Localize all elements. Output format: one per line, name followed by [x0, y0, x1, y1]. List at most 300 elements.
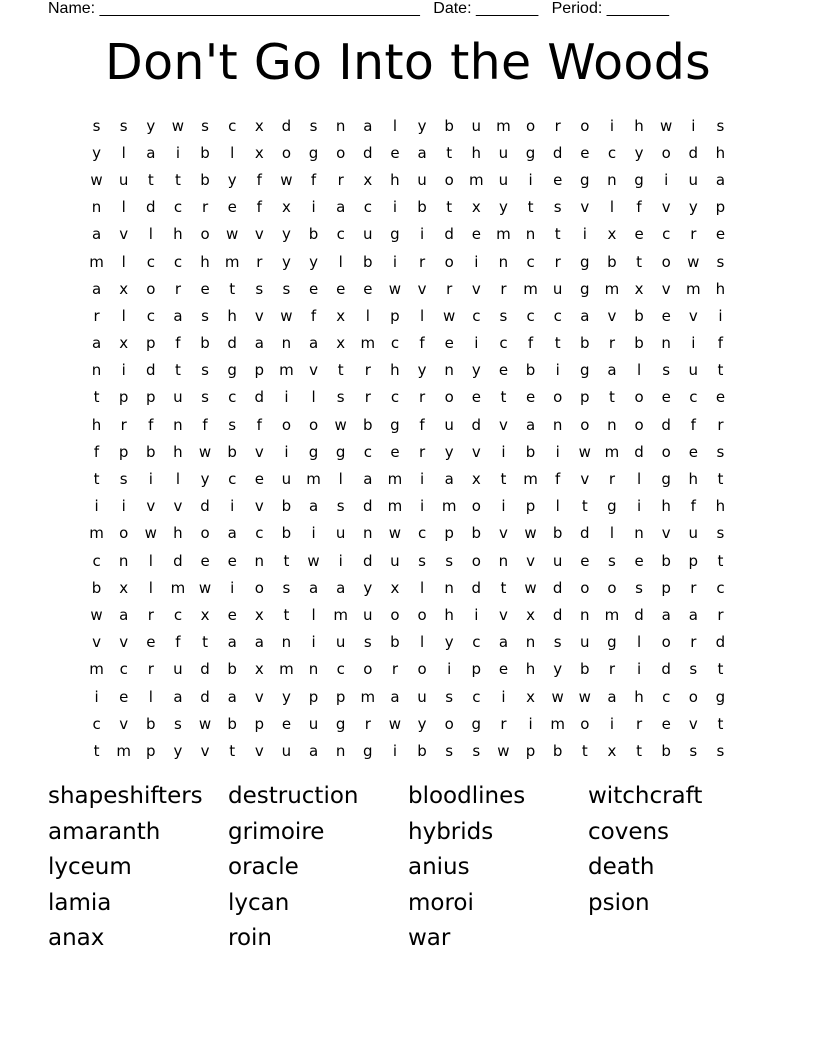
- grid-letter[interactable]: e: [227, 605, 237, 624]
- grid-letter[interactable]: i: [121, 497, 126, 516]
- grid-letter[interactable]: f: [419, 334, 425, 353]
- grid-letter[interactable]: h: [688, 470, 699, 489]
- grid-letter[interactable]: e: [471, 225, 481, 244]
- grid-letter[interactable]: s: [309, 116, 318, 135]
- grid-letter[interactable]: c: [417, 524, 427, 543]
- grid-letter[interactable]: r: [635, 714, 643, 733]
- grid-letter[interactable]: x: [254, 116, 264, 135]
- grid-letter[interactable]: i: [419, 470, 425, 489]
- grid-letter[interactable]: o: [444, 170, 454, 189]
- grid-letter[interactable]: g: [525, 143, 536, 162]
- grid-letter[interactable]: i: [555, 442, 560, 461]
- grid-letter[interactable]: w: [578, 442, 591, 461]
- grid-letter[interactable]: i: [636, 660, 642, 679]
- grid-letter[interactable]: e: [254, 470, 264, 489]
- grid-letter[interactable]: x: [634, 279, 644, 298]
- grid-letter[interactable]: g: [227, 361, 237, 380]
- grid-letter[interactable]: e: [281, 714, 292, 733]
- grid-letter[interactable]: d: [146, 361, 156, 380]
- grid-letter[interactable]: s: [608, 551, 616, 570]
- grid-letter[interactable]: a: [390, 687, 400, 706]
- grid-letter[interactable]: b: [91, 578, 102, 597]
- grid-letter[interactable]: s: [716, 116, 725, 135]
- grid-letter[interactable]: l: [338, 470, 343, 489]
- grid-letter[interactable]: d: [363, 497, 373, 516]
- grid-letter[interactable]: n: [118, 551, 129, 570]
- grid-letter[interactable]: c: [390, 334, 400, 353]
- grid-letter[interactable]: s: [363, 633, 372, 652]
- grid-letter[interactable]: l: [419, 633, 425, 652]
- date-field[interactable]: Date: _______: [433, 0, 539, 17]
- grid-letter[interactable]: a: [444, 470, 454, 489]
- grid-letter[interactable]: c: [390, 388, 400, 407]
- grid-letter[interactable]: i: [501, 687, 506, 706]
- grid-letter[interactable]: t: [446, 143, 453, 162]
- grid-letter[interactable]: y: [553, 660, 563, 679]
- grid-letter[interactable]: o: [119, 524, 129, 543]
- grid-letter[interactable]: b: [227, 714, 237, 733]
- grid-letter[interactable]: o: [580, 714, 590, 733]
- grid-letter[interactable]: m: [469, 170, 484, 189]
- grid-letter[interactable]: m: [496, 225, 511, 244]
- grid-letter[interactable]: c: [553, 306, 562, 325]
- grid-letter[interactable]: h: [390, 170, 400, 189]
- grid-letter[interactable]: i: [501, 442, 506, 461]
- grid-letter[interactable]: p: [390, 306, 400, 325]
- grid-letter[interactable]: m: [116, 741, 131, 760]
- grid-letter[interactable]: v: [119, 714, 129, 733]
- grid-letter[interactable]: b: [417, 198, 427, 217]
- grid-letter[interactable]: w: [171, 116, 185, 135]
- grid-letter[interactable]: i: [392, 198, 398, 217]
- grid-letter[interactable]: g: [580, 252, 590, 271]
- grid-letter[interactable]: i: [338, 551, 343, 570]
- grid-letter[interactable]: o: [336, 143, 346, 162]
- grid-letter[interactable]: w: [334, 415, 347, 434]
- grid-letter[interactable]: t: [717, 660, 724, 679]
- grid-letter[interactable]: s: [201, 306, 209, 325]
- grid-letter[interactable]: o: [417, 660, 427, 679]
- grid-letter[interactable]: v: [417, 279, 427, 298]
- grid-letter[interactable]: s: [689, 741, 698, 760]
- grid-letter[interactable]: m: [306, 470, 321, 489]
- grid-letter[interactable]: c: [472, 633, 481, 652]
- grid-letter[interactable]: b: [444, 116, 454, 135]
- grid-letter[interactable]: x: [471, 198, 481, 217]
- grid-letter[interactable]: x: [390, 578, 400, 597]
- grid-letter[interactable]: v: [688, 714, 698, 733]
- grid-letter[interactable]: m: [523, 470, 538, 489]
- grid-letter[interactable]: s: [119, 116, 128, 135]
- grid-letter[interactable]: w: [144, 524, 157, 543]
- grid-letter[interactable]: o: [444, 252, 454, 271]
- grid-letter[interactable]: h: [634, 687, 644, 706]
- grid-letter[interactable]: u: [552, 551, 563, 570]
- grid-letter[interactable]: e: [200, 279, 210, 298]
- grid-letter[interactable]: e: [336, 279, 346, 298]
- grid-letter[interactable]: o: [363, 660, 373, 679]
- grid-letter[interactable]: d: [281, 116, 292, 135]
- grid-letter[interactable]: b: [200, 334, 210, 353]
- grid-letter[interactable]: b: [146, 442, 156, 461]
- grid-letter[interactable]: a: [254, 334, 264, 353]
- grid-letter[interactable]: h: [173, 524, 183, 543]
- grid-letter[interactable]: u: [688, 170, 699, 189]
- grid-letter[interactable]: v: [607, 306, 617, 325]
- grid-letter[interactable]: i: [609, 116, 615, 135]
- grid-letter[interactable]: u: [335, 524, 346, 543]
- grid-letter[interactable]: c: [173, 198, 183, 217]
- grid-letter[interactable]: w: [551, 687, 564, 706]
- grid-letter[interactable]: c: [228, 470, 237, 489]
- grid-letter[interactable]: o: [553, 388, 563, 407]
- grid-letter[interactable]: e: [661, 388, 671, 407]
- grid-letter[interactable]: r: [446, 279, 453, 298]
- grid-letter[interactable]: d: [254, 388, 265, 407]
- grid-letter[interactable]: c: [689, 388, 698, 407]
- grid-letter[interactable]: e: [390, 143, 400, 162]
- grid-letter[interactable]: c: [173, 252, 183, 271]
- grid-letter[interactable]: i: [392, 252, 398, 271]
- grid-letter[interactable]: s: [716, 741, 725, 760]
- grid-letter[interactable]: l: [609, 524, 615, 543]
- grid-letter[interactable]: u: [688, 524, 699, 543]
- grid-letter[interactable]: r: [364, 388, 371, 407]
- grid-letter[interactable]: l: [121, 252, 126, 271]
- grid-letter[interactable]: r: [147, 660, 154, 679]
- grid-letter[interactable]: u: [173, 388, 183, 407]
- grid-letter[interactable]: i: [311, 633, 316, 652]
- grid-letter[interactable]: h: [227, 306, 237, 325]
- grid-letter[interactable]: y: [200, 470, 210, 489]
- grid-letter[interactable]: n: [335, 116, 346, 135]
- grid-letter[interactable]: y: [634, 143, 644, 162]
- grid-letter[interactable]: g: [308, 143, 319, 162]
- grid-letter[interactable]: b: [281, 497, 292, 516]
- grid-letter[interactable]: f: [690, 415, 696, 434]
- grid-letter[interactable]: x: [526, 605, 535, 624]
- grid-letter[interactable]: t: [93, 470, 100, 489]
- grid-letter[interactable]: o: [200, 225, 210, 244]
- grid-letter[interactable]: r: [201, 198, 209, 217]
- grid-letter[interactable]: t: [93, 741, 100, 760]
- grid-letter[interactable]: u: [281, 470, 292, 489]
- grid-letter[interactable]: g: [580, 279, 590, 298]
- grid-letter[interactable]: c: [336, 225, 345, 244]
- grid-letter[interactable]: v: [580, 198, 590, 217]
- grid-letter[interactable]: w: [90, 605, 103, 624]
- grid-letter[interactable]: v: [661, 524, 671, 543]
- grid-letter[interactable]: b: [200, 143, 210, 162]
- grid-letter[interactable]: m: [279, 361, 294, 380]
- grid-letter[interactable]: p: [308, 687, 319, 706]
- grid-letter[interactable]: m: [360, 687, 376, 706]
- grid-letter[interactable]: i: [175, 143, 181, 162]
- grid-letter[interactable]: g: [308, 442, 319, 461]
- grid-letter[interactable]: w: [280, 306, 293, 325]
- grid-letter[interactable]: e: [715, 388, 726, 407]
- grid-letter[interactable]: c: [336, 660, 345, 679]
- grid-letter[interactable]: l: [338, 252, 343, 271]
- grid-letter[interactable]: g: [335, 442, 346, 461]
- grid-letter[interactable]: h: [634, 116, 644, 135]
- grid-letter[interactable]: c: [472, 687, 481, 706]
- grid-letter[interactable]: s: [228, 415, 237, 434]
- grid-letter[interactable]: l: [392, 116, 398, 135]
- grid-letter[interactable]: y: [363, 578, 373, 597]
- grid-letter[interactable]: r: [364, 361, 371, 380]
- grid-letter[interactable]: i: [284, 442, 289, 461]
- grid-letter[interactable]: p: [471, 660, 482, 679]
- grid-letter[interactable]: g: [715, 687, 726, 706]
- grid-letter[interactable]: h: [715, 279, 726, 298]
- grid-letter[interactable]: l: [148, 551, 153, 570]
- grid-letter[interactable]: h: [715, 143, 726, 162]
- grid-letter[interactable]: w: [198, 578, 212, 597]
- grid-letter[interactable]: l: [311, 388, 316, 407]
- grid-letter[interactable]: b: [417, 741, 427, 760]
- grid-letter[interactable]: b: [661, 741, 671, 760]
- grid-letter[interactable]: y: [227, 170, 237, 189]
- grid-letter[interactable]: o: [417, 605, 427, 624]
- grid-letter[interactable]: d: [634, 605, 644, 624]
- grid-letter[interactable]: s: [282, 578, 291, 597]
- grid-letter[interactable]: a: [308, 334, 319, 353]
- grid-letter[interactable]: n: [525, 225, 536, 244]
- grid-letter[interactable]: a: [254, 633, 264, 652]
- grid-letter[interactable]: c: [499, 334, 508, 353]
- grid-letter[interactable]: t: [446, 198, 453, 217]
- grid-letter[interactable]: y: [417, 361, 427, 380]
- grid-letter[interactable]: f: [636, 198, 642, 217]
- grid-letter[interactable]: i: [311, 524, 316, 543]
- grid-letter[interactable]: x: [200, 605, 210, 624]
- grid-letter[interactable]: s: [445, 741, 454, 760]
- grid-letter[interactable]: s: [662, 361, 671, 380]
- grid-letter[interactable]: t: [554, 225, 561, 244]
- grid-letter[interactable]: h: [173, 442, 183, 461]
- grid-letter[interactable]: h: [173, 225, 183, 244]
- grid-letter[interactable]: c: [228, 116, 237, 135]
- grid-letter[interactable]: s: [255, 279, 264, 298]
- grid-letter[interactable]: e: [390, 442, 400, 461]
- grid-letter[interactable]: a: [607, 361, 617, 380]
- grid-letter[interactable]: r: [500, 714, 507, 733]
- grid-letter[interactable]: w: [198, 714, 212, 733]
- grid-letter[interactable]: x: [281, 198, 291, 217]
- grid-letter[interactable]: a: [308, 497, 319, 516]
- grid-letter[interactable]: a: [308, 578, 319, 597]
- grid-letter[interactable]: u: [498, 170, 509, 189]
- grid-letter[interactable]: c: [146, 252, 155, 271]
- grid-letter[interactable]: l: [636, 633, 642, 652]
- grid-letter[interactable]: w: [388, 279, 402, 298]
- grid-letter[interactable]: o: [688, 687, 698, 706]
- grid-letter[interactable]: f: [310, 306, 317, 325]
- grid-letter[interactable]: d: [552, 605, 563, 624]
- grid-letter[interactable]: o: [525, 116, 536, 135]
- grid-letter[interactable]: m: [170, 578, 186, 597]
- grid-letter[interactable]: a: [336, 198, 346, 217]
- grid-letter[interactable]: n: [498, 252, 509, 271]
- grid-letter[interactable]: m: [387, 470, 403, 489]
- grid-letter[interactable]: t: [636, 741, 642, 760]
- grid-letter[interactable]: h: [390, 361, 400, 380]
- grid-letter[interactable]: e: [119, 687, 129, 706]
- grid-letter[interactable]: v: [580, 470, 590, 489]
- grid-letter[interactable]: i: [419, 225, 425, 244]
- grid-letter[interactable]: w: [660, 116, 673, 135]
- grid-letter[interactable]: p: [146, 741, 156, 760]
- grid-letter[interactable]: f: [256, 198, 262, 217]
- grid-letter[interactable]: r: [554, 116, 561, 135]
- grid-letter[interactable]: d: [173, 551, 183, 570]
- grid-letter[interactable]: x: [119, 334, 129, 353]
- grid-letter[interactable]: a: [227, 633, 237, 652]
- grid-letter[interactable]: f: [175, 633, 181, 652]
- grid-letter[interactable]: l: [365, 306, 370, 325]
- grid-letter[interactable]: m: [89, 252, 104, 271]
- grid-letter[interactable]: l: [121, 143, 126, 162]
- grid-letter[interactable]: a: [580, 306, 590, 325]
- grid-letter[interactable]: d: [227, 334, 237, 353]
- grid-letter[interactable]: d: [661, 415, 671, 434]
- grid-letter[interactable]: u: [308, 714, 319, 733]
- grid-letter[interactable]: p: [118, 388, 129, 407]
- grid-letter[interactable]: c: [92, 714, 101, 733]
- grid-letter[interactable]: e: [715, 225, 726, 244]
- grid-letter[interactable]: r: [391, 660, 399, 679]
- grid-letter[interactable]: u: [417, 687, 427, 706]
- grid-letter[interactable]: d: [661, 660, 671, 679]
- grid-letter[interactable]: a: [308, 741, 319, 760]
- grid-letter[interactable]: b: [146, 714, 156, 733]
- grid-letter[interactable]: t: [202, 633, 208, 652]
- grid-letter[interactable]: p: [146, 334, 156, 353]
- grid-letter[interactable]: g: [390, 415, 400, 434]
- grid-letter[interactable]: x: [471, 470, 481, 489]
- grid-letter[interactable]: v: [200, 741, 210, 760]
- grid-letter[interactable]: e: [553, 170, 563, 189]
- grid-letter[interactable]: l: [148, 687, 153, 706]
- grid-letter[interactable]: f: [690, 497, 696, 516]
- grid-letter[interactable]: u: [335, 633, 346, 652]
- grid-letter[interactable]: x: [119, 279, 129, 298]
- grid-letter[interactable]: s: [445, 551, 454, 570]
- grid-letter[interactable]: y: [309, 252, 318, 271]
- grid-letter[interactable]: b: [607, 252, 617, 271]
- grid-letter[interactable]: m: [89, 524, 104, 543]
- grid-letter[interactable]: t: [581, 497, 588, 516]
- grid-letter[interactable]: c: [228, 388, 237, 407]
- grid-letter[interactable]: u: [281, 741, 292, 760]
- grid-letter[interactable]: t: [93, 388, 100, 407]
- grid-letter[interactable]: w: [198, 442, 212, 461]
- grid-letter[interactable]: d: [200, 660, 210, 679]
- grid-letter[interactable]: l: [609, 198, 615, 217]
- grid-letter[interactable]: r: [500, 279, 507, 298]
- grid-letter[interactable]: o: [580, 116, 590, 135]
- grid-letter[interactable]: p: [254, 714, 265, 733]
- grid-letter[interactable]: y: [471, 361, 481, 380]
- grid-letter[interactable]: h: [444, 605, 454, 624]
- grid-letter[interactable]: o: [444, 388, 454, 407]
- grid-letter[interactable]: t: [500, 388, 507, 407]
- grid-letter[interactable]: n: [661, 334, 671, 353]
- grid-letter[interactable]: e: [498, 660, 509, 679]
- grid-letter[interactable]: o: [146, 279, 156, 298]
- grid-letter[interactable]: i: [474, 334, 479, 353]
- grid-letter[interactable]: t: [636, 252, 642, 271]
- grid-letter[interactable]: x: [336, 334, 346, 353]
- grid-letter[interactable]: u: [363, 225, 373, 244]
- grid-letter[interactable]: y: [92, 143, 101, 162]
- grid-letter[interactable]: y: [417, 116, 427, 135]
- grid-letter[interactable]: w: [226, 225, 239, 244]
- grid-letter[interactable]: x: [607, 741, 617, 760]
- grid-letter[interactable]: a: [525, 415, 536, 434]
- grid-letter[interactable]: i: [148, 470, 153, 489]
- grid-letter[interactable]: n: [173, 415, 183, 434]
- grid-letter[interactable]: t: [147, 170, 154, 189]
- grid-letter[interactable]: n: [552, 415, 563, 434]
- grid-letter[interactable]: r: [608, 660, 616, 679]
- grid-letter[interactable]: u: [363, 605, 373, 624]
- grid-letter[interactable]: w: [388, 524, 402, 543]
- grid-letter[interactable]: m: [441, 497, 457, 516]
- grid-letter[interactable]: r: [418, 388, 426, 407]
- grid-letter[interactable]: c: [472, 306, 481, 325]
- grid-letter[interactable]: i: [474, 252, 479, 271]
- grid-letter[interactable]: a: [91, 279, 102, 298]
- grid-letter[interactable]: v: [254, 687, 264, 706]
- grid-letter[interactable]: a: [227, 687, 237, 706]
- grid-letter[interactable]: w: [307, 551, 320, 570]
- grid-letter[interactable]: s: [201, 361, 209, 380]
- grid-letter[interactable]: o: [580, 415, 590, 434]
- grid-letter[interactable]: m: [496, 116, 511, 135]
- grid-letter[interactable]: r: [608, 470, 616, 489]
- grid-letter[interactable]: w: [497, 741, 510, 760]
- grid-letter[interactable]: i: [528, 714, 533, 733]
- grid-letter[interactable]: a: [363, 470, 373, 489]
- grid-letter[interactable]: g: [607, 497, 617, 516]
- grid-letter[interactable]: v: [309, 361, 318, 380]
- grid-letter[interactable]: m: [89, 660, 104, 679]
- grid-letter[interactable]: e: [471, 388, 481, 407]
- grid-letter[interactable]: i: [230, 497, 235, 516]
- grid-letter[interactable]: l: [121, 198, 126, 217]
- grid-letter[interactable]: w: [687, 252, 700, 271]
- grid-letter[interactable]: t: [500, 578, 507, 597]
- grid-letter[interactable]: p: [335, 687, 346, 706]
- grid-letter[interactable]: a: [336, 578, 346, 597]
- grid-letter[interactable]: p: [661, 578, 671, 597]
- grid-letter[interactable]: s: [336, 497, 345, 516]
- grid-letter[interactable]: f: [202, 415, 208, 434]
- grid-letter[interactable]: g: [607, 633, 617, 652]
- grid-letter[interactable]: t: [717, 714, 724, 733]
- grid-letter[interactable]: f: [555, 470, 561, 489]
- grid-letter[interactable]: x: [254, 143, 264, 162]
- grid-letter[interactable]: o: [471, 497, 481, 516]
- grid-letter[interactable]: d: [444, 225, 454, 244]
- grid-letter[interactable]: h: [471, 143, 482, 162]
- grid-letter[interactable]: u: [417, 170, 427, 189]
- grid-letter[interactable]: e: [580, 143, 590, 162]
- grid-letter[interactable]: r: [337, 170, 344, 189]
- grid-letter[interactable]: v: [254, 306, 264, 325]
